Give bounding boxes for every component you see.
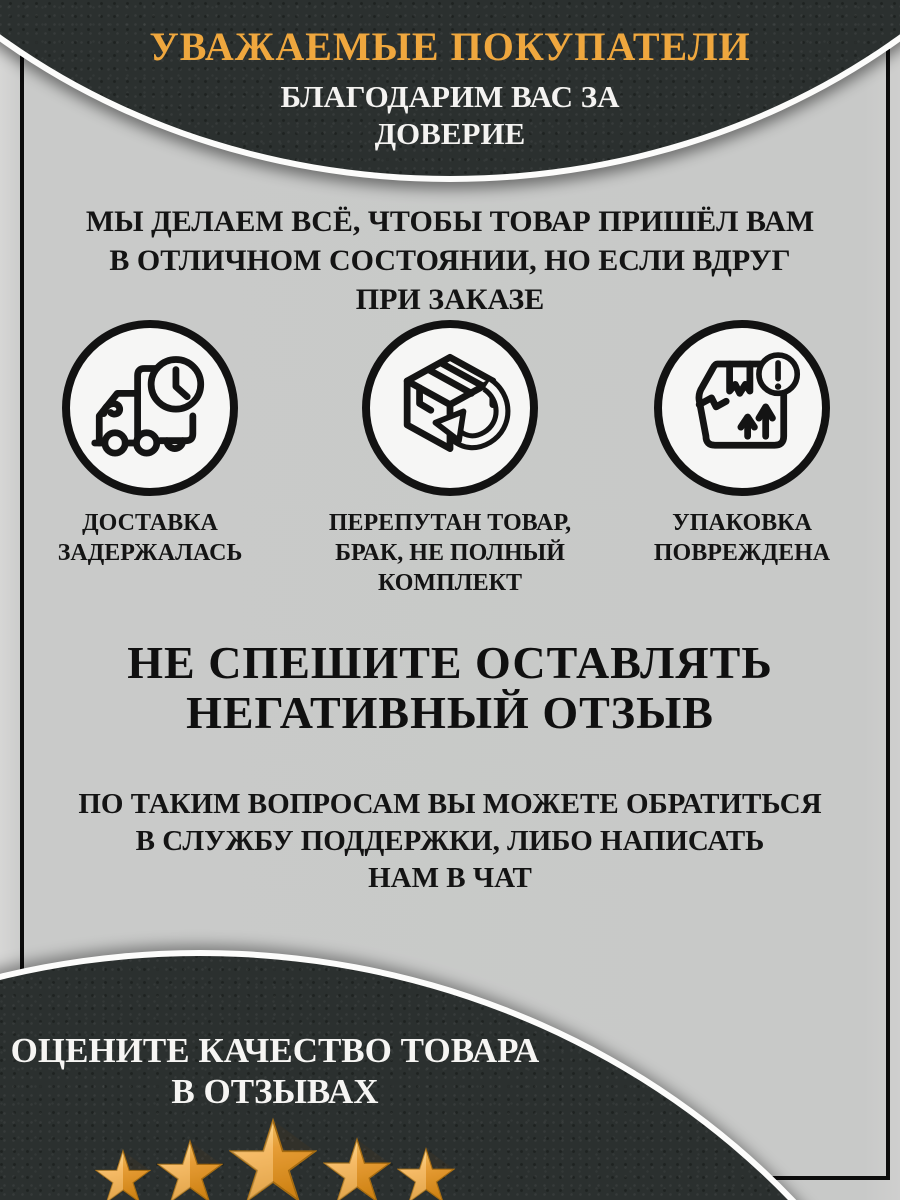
- header-subtitle: [0, 78, 900, 152]
- rating-stars: [0, 1116, 550, 1200]
- issue-label-line: УПАКОВКА: [672, 510, 812, 536]
- intro-text: [40, 202, 860, 319]
- star-icon: [323, 1136, 391, 1200]
- issue-label: [324, 508, 576, 598]
- issue-label-line: КОМПЛЕКТ: [377, 570, 523, 596]
- footer-title-line: ОЦЕНИТЕ КАЧЕСТВО ТОВАРА: [10, 1031, 540, 1070]
- warning-title: [40, 638, 860, 738]
- issue-card-wrong-item: [324, 320, 576, 598]
- damaged-package-icon: [680, 346, 804, 470]
- icon-circle: [654, 320, 830, 496]
- issue-label-line: БРАК, НЕ ПОЛНЫЙ: [335, 540, 565, 566]
- warning-line: НЕ СПЕШИТЕ ОСТАВЛЯТЬ: [127, 637, 773, 688]
- issue-label-line: ПЕРЕПУТАН ТОВАР,: [328, 510, 572, 536]
- support-line: НАМ В ЧАТ: [368, 862, 532, 894]
- footer: [0, 1030, 550, 1200]
- issue-label: [28, 508, 272, 568]
- footer-title-line: В ОТЗЫВАХ: [171, 1072, 379, 1111]
- icon-circle: [362, 320, 538, 496]
- star-icon: [157, 1138, 223, 1200]
- issue-label-line: ДОСТАВКА: [82, 510, 218, 536]
- warning-line: НЕГАТИВНЫЙ ОТЗЫВ: [186, 687, 714, 738]
- issue-label: [620, 508, 864, 568]
- support-text: [40, 786, 860, 897]
- box-return-arrow-icon: [388, 346, 512, 470]
- support-line: В СЛУЖБУ ПОДДЕРЖКИ, ЛИБО НАПИСАТЬ: [135, 825, 765, 857]
- header-subtitle-line: ДОВЕРИЕ: [374, 116, 526, 151]
- footer-title: [0, 1030, 550, 1112]
- issue-label-line: ПОВРЕЖДЕНА: [653, 540, 831, 566]
- intro-line: ПРИ ЗАКАЗЕ: [355, 283, 545, 316]
- issue-card-delivery: [28, 320, 272, 568]
- header-subtitle-line: БЛАГОДАРИМ ВАС ЗА: [280, 79, 620, 114]
- issue-label-line: ЗАДЕРЖАЛАСЬ: [57, 540, 243, 566]
- icon-circle: [62, 320, 238, 496]
- star-icon: [397, 1146, 455, 1200]
- star-icon: [95, 1148, 151, 1200]
- intro-line: МЫ ДЕЛАЕМ ВСЁ, ЧТОБЫ ТОВАР ПРИШЁЛ ВАМ: [85, 205, 815, 238]
- issue-card-damaged-package: [620, 320, 864, 568]
- support-line: ПО ТАКИМ ВОПРОСАМ ВЫ МОЖЕТЕ ОБРАТИТЬСЯ: [78, 788, 822, 820]
- header: [0, 24, 900, 152]
- page-title: УВАЖАЕМЫЕ ПОКУПАТЕЛИ: [149, 24, 751, 69]
- intro-line: В ОТЛИЧНОМ СОСТОЯНИИ, НО ЕСЛИ ВДРУГ: [109, 244, 791, 277]
- delivery-truck-clock-icon: [88, 346, 212, 470]
- star-icon: [229, 1116, 317, 1200]
